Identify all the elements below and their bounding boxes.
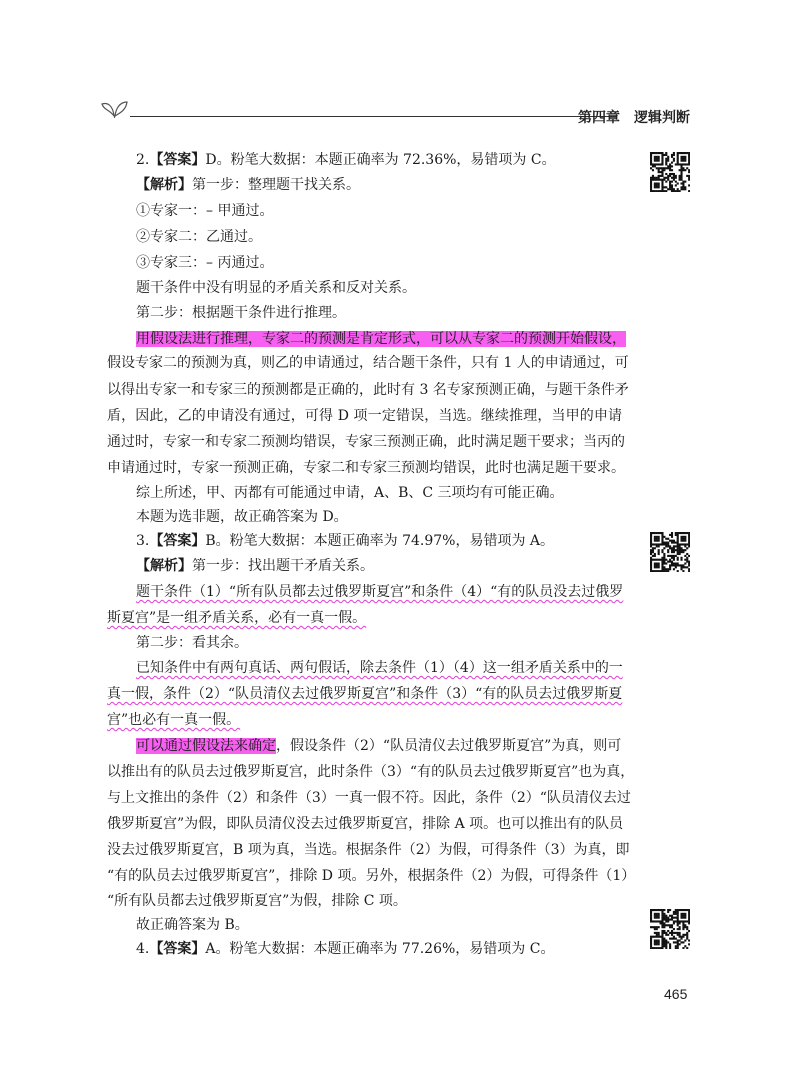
q2-para-line-3: 盾，因此，乙的申请没有通过，可得 D 项一定错误，当选。继续推理，当甲的申请 bbox=[107, 408, 622, 424]
q2-summary: 综上所述，甲、丙都有可能通过申请，A、B、C 三项均有可能正确。 bbox=[136, 485, 564, 501]
q3-answer-text: B。粉笔大数据：本题正确率为 74.97%，易错项为 A。 bbox=[205, 533, 555, 549]
q2-no-relation: 题干条件中没有明显的矛盾关系和反对关系。 bbox=[136, 280, 416, 296]
q3-number: 3. bbox=[136, 533, 150, 549]
q3-hypothesis-line-6: “有的队员去过俄罗斯夏宫”，排除 D 项。另外，根据条件（2）为假，可得条件（1） bbox=[107, 868, 636, 884]
q2-analysis-line bbox=[136, 175, 360, 195]
underlined-text: 题干条件（1）“所有队员都去过俄罗斯夏宫”和条件（4）“有的队员没去过俄罗 bbox=[136, 584, 624, 600]
highlighted-text: 用假设法进行推理，专家二的预测是肯定形式，可以从专家二的预测开始假设， bbox=[136, 331, 626, 347]
underlined-text: 已知条件中有两句真话、两句假话，除去条件（1）（4）这一组矛盾关系中的一 bbox=[136, 660, 623, 676]
qr-code-icon[interactable] bbox=[650, 152, 690, 192]
page-number: 465 bbox=[664, 986, 688, 1002]
q3-step1: 第一步：找出题干矛盾关系。 bbox=[192, 558, 374, 574]
header-rule bbox=[130, 116, 616, 117]
q3-hypothesis-line-7: “所有队员都去过俄罗斯夏宫”为假，排除 C 项。 bbox=[107, 893, 407, 909]
q3-hypothesis-line-2: 以推出有的队员去过俄罗斯夏宫，此时条件（3）“有的队员去过俄罗斯夏宫”也为真， bbox=[107, 764, 635, 780]
highlighted-text: 可以通过假设法来确定 bbox=[136, 738, 276, 754]
q3-contradiction-line-2 bbox=[107, 608, 366, 628]
answer-tag: 【答案】 bbox=[149, 941, 206, 957]
q2-answer-line bbox=[136, 150, 556, 170]
qr-code-icon[interactable] bbox=[650, 532, 690, 572]
q2-para-line-1: 假设专家二的预测为真，则乙的申请通过，结合题干条件，只有 1 人的申请通过，可 bbox=[107, 355, 629, 371]
q3-rest-line-3 bbox=[107, 710, 240, 730]
q4-number: 4. bbox=[136, 941, 150, 957]
chapter-name: 逻辑判断 bbox=[634, 110, 690, 126]
q4-answer-line bbox=[136, 939, 554, 959]
q2-para-line-5: 申请通过时，专家一预测正确，专家二和专家三预测均错误，此时也满足题干要求。 bbox=[107, 460, 625, 476]
q3-hypothesis-line-1 bbox=[136, 736, 621, 756]
q3-rest-line-2 bbox=[107, 684, 622, 704]
analysis-tag: 【解析】 bbox=[136, 177, 192, 193]
q2-expert3: ③专家三：– 丙通过。 bbox=[136, 255, 274, 271]
chapter-title bbox=[578, 107, 690, 127]
q3-conclusion: 故正确答案为 B。 bbox=[136, 917, 249, 933]
leaf-icon bbox=[100, 96, 130, 118]
q2-step1: 第一步：整理题干找关系。 bbox=[192, 177, 360, 193]
page-header bbox=[100, 96, 700, 130]
analysis-tag: 【解析】 bbox=[136, 558, 192, 574]
q3-hypothesis-line-3: 与上文推出的条件（2）和条件（3）一真一假不符。因此，条件（2）“队员清仪去过 bbox=[107, 790, 631, 806]
q2-number: 2. bbox=[136, 152, 150, 168]
answer-tag: 【答案】 bbox=[149, 533, 206, 549]
chapter-number: 第四章 bbox=[578, 110, 620, 126]
q2-para-line-2: 以得出专家一和专家三的预测都是正确的，此时有 3 名专家预测正确，与题干条件矛 bbox=[107, 382, 629, 398]
q3-rest-line-1 bbox=[136, 658, 623, 678]
q3-hypothesis-line-4: 俄罗斯夏宫”为假，即队员清仪没去过俄罗斯夏宫，排除 A 项。也可以推出有的队员 bbox=[107, 816, 624, 832]
q3-answer-line bbox=[136, 531, 554, 551]
q2-highlight-line bbox=[136, 329, 626, 349]
q2-expert1: ①专家一：– 甲通过。 bbox=[136, 203, 274, 219]
q3-step2: 第二步：看其余。 bbox=[136, 635, 248, 651]
answer-tag: 【答案】 bbox=[149, 152, 206, 168]
q3-contradiction-line-1 bbox=[136, 582, 623, 602]
qr-code-icon[interactable] bbox=[650, 909, 690, 949]
underlined-text: 斯夏宫”是一组矛盾关系，必有一真一假。 bbox=[107, 610, 367, 626]
q4-answer-text: A。粉笔大数据：本题正确率为 77.26%，易错项为 C。 bbox=[205, 941, 555, 957]
q2-para-line-4: 通过时，专家一和专家二预测均错误，专家三预测正确，此时满足题干要求；当丙的 bbox=[107, 434, 625, 450]
q2-expert2: ②专家二：乙通过。 bbox=[136, 229, 262, 245]
q3-hypothesis-rest: ，假设条件（2）“队员清仪去过俄罗斯夏宫”为真，则可 bbox=[276, 738, 622, 754]
q3-hypothesis-line-5: 没去过俄罗斯夏宫，B 项为真，当选。根据条件（2）为假，可得条件（3）为真，即 bbox=[107, 842, 630, 858]
underlined-text: 真一假，条件（2）“队员清仪去过俄罗斯夏宫”和条件（3）“有的队员去过俄罗斯夏 bbox=[107, 686, 623, 702]
underlined-text: 宫”也必有一真一假。 bbox=[107, 712, 241, 728]
q3-analysis-line bbox=[136, 556, 374, 576]
q2-answer-text: D。粉笔大数据：本题正确率为 72.36%，易错项为 C。 bbox=[205, 152, 556, 168]
q2-step2: 第二步：根据题干条件进行推理。 bbox=[136, 305, 346, 321]
q2-conclusion: 本题为选非题，故正确答案为 D。 bbox=[136, 509, 348, 525]
